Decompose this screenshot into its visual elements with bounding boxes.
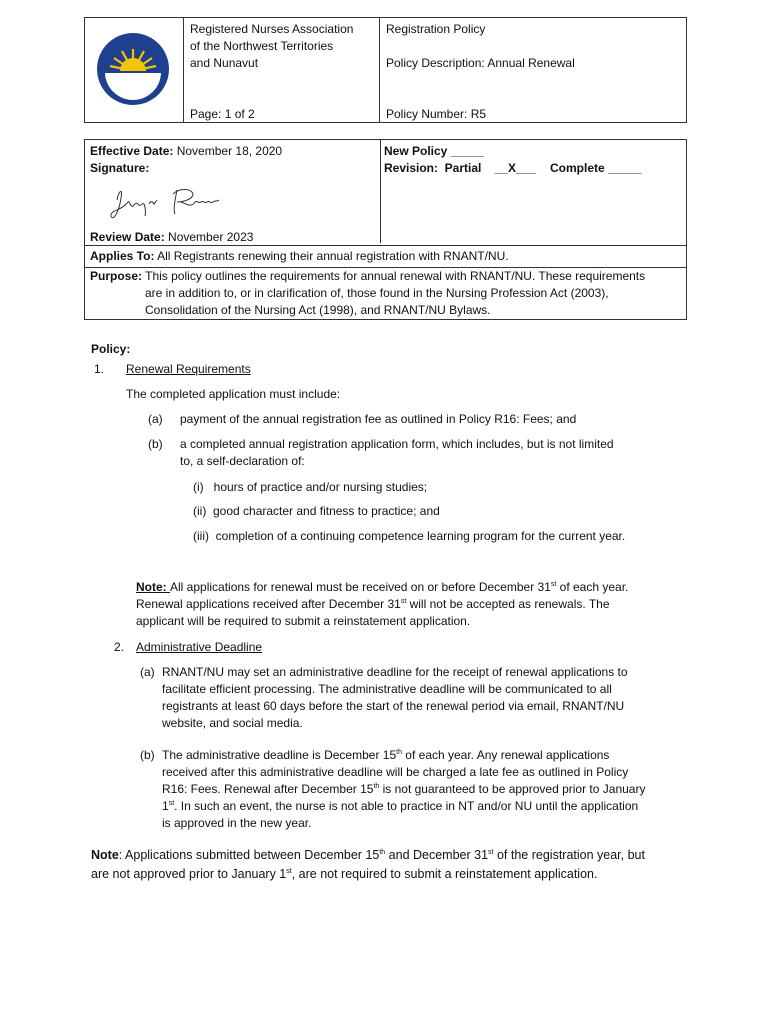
organization-cell (184, 18, 380, 123)
item-2a-line1: RNANT/NU may set an administrative deadline for the receipt of renewal applications to (162, 665, 628, 679)
org-name-line1: Registered Nurses Association (190, 22, 354, 36)
applies-to-row (84, 245, 687, 268)
policy-title: Registration Policy (386, 22, 486, 36)
item-2a-line3: registrants at least 60 days before the start of the renewal period via email, RNANT/NU (162, 699, 625, 713)
item-b-label: (b) (148, 437, 163, 451)
item-b-text2: to, a self-declaration of: (180, 454, 305, 468)
item-i: (i) hours of practice and/or nursing studies; (193, 480, 428, 494)
item-2b-line3: R16: Fees. Renewal after December 15th is not guaranteed to be approved prior to January (162, 782, 646, 796)
effective-date-block (84, 139, 687, 246)
page-number: Page: 1 of 2 (190, 107, 255, 121)
purpose-row (84, 266, 687, 320)
item-2b-label: (b) (140, 748, 155, 762)
item-2b-line4: 1st. In such an event, the nurse is not able to practice in NT and/or NU until the application (162, 799, 639, 813)
logo-cell (85, 18, 184, 123)
section1-number: 1. (94, 362, 105, 376)
section1-intro: The completed application must include: (126, 387, 341, 401)
item-2a-line2: facilitate efficient processing. The administrative deadline will be communicated to all (162, 682, 612, 696)
policy-heading: Policy: (91, 342, 131, 356)
item-2b-line2: received after this administrative deadline will be charged a late fee as outlined in Policy (162, 765, 629, 779)
item-2b-line5: is approved in the new year. (162, 816, 312, 830)
section2-title: Administrative Deadline (136, 640, 263, 654)
item-ii: (ii) good character and fitness to practice; and (193, 504, 440, 518)
effective-date: Effective Date: November 18, 2020 (90, 144, 283, 158)
complete: Complete _____ (550, 161, 642, 175)
note1-line1: Note: All applications for renewal must be received on or before December 31st of each year. (136, 580, 629, 594)
header-table (84, 17, 687, 123)
section2-number: 2. (114, 640, 125, 654)
note1-line2: Renewal applications received after December 31st will not be accepted as renewals. The (136, 597, 610, 611)
note1-line3: applicant will be required to submit a reinstatement application. (136, 614, 471, 628)
org-name-line2: of the Northwest Territories (190, 39, 334, 53)
policy-description: Policy Description: Annual Renewal (386, 56, 575, 70)
purpose-line2: are in addition to, or in clarification of, those found in the Nursing Profession Act (2003), (145, 286, 609, 300)
item-b-text1: a completed annual registration application form, which includes, but is not limited (180, 437, 614, 451)
policy-number: Policy Number: R5 (386, 107, 487, 121)
new-policy: New Policy _____ (384, 144, 485, 158)
revision-partial: Revision: Partial __X___ (384, 161, 537, 175)
signature-label: Signature: (90, 161, 150, 175)
item-a-text: payment of the annual registration fee as outlined in Policy R16: Fees; and (180, 412, 577, 426)
item-2a-line4: website, and social media. (162, 716, 303, 730)
section1-title: Renewal Requirements (126, 362, 251, 376)
policy-cell (380, 18, 687, 123)
org-name-line3: and Nunavut (190, 56, 259, 70)
purpose-line1: Purpose: This policy outlines the requirements for annual renewal with RNANT/NU. These requirements (90, 269, 646, 283)
item-iii: (iii) completion of a continuing competence learning program for the current year. (193, 529, 626, 543)
purpose-line3: Consolidation of the Nursing Act (1998), and RNANT/NU Bylaws. (145, 303, 491, 317)
review-date: Review Date: November 2023 (90, 230, 254, 244)
handwritten-signature (109, 182, 229, 226)
applies-to: Applies To: All Registrants renewing their annual registration with RNANT/NU. (90, 249, 509, 263)
item-a-label: (a) (148, 412, 163, 426)
item-2a-label: (a) (140, 665, 155, 679)
note2-line1: Note: Applications submitted between December 15th and December 31st of the registration year, but (91, 848, 645, 862)
note2-line2: are not approved prior to January 1st, are not required to submit a reinstatement application. (91, 867, 598, 881)
item-2b-line1: The administrative deadline is December 15th of each year. Any renewal applications (162, 748, 610, 762)
rnantnu-logo (96, 32, 170, 106)
